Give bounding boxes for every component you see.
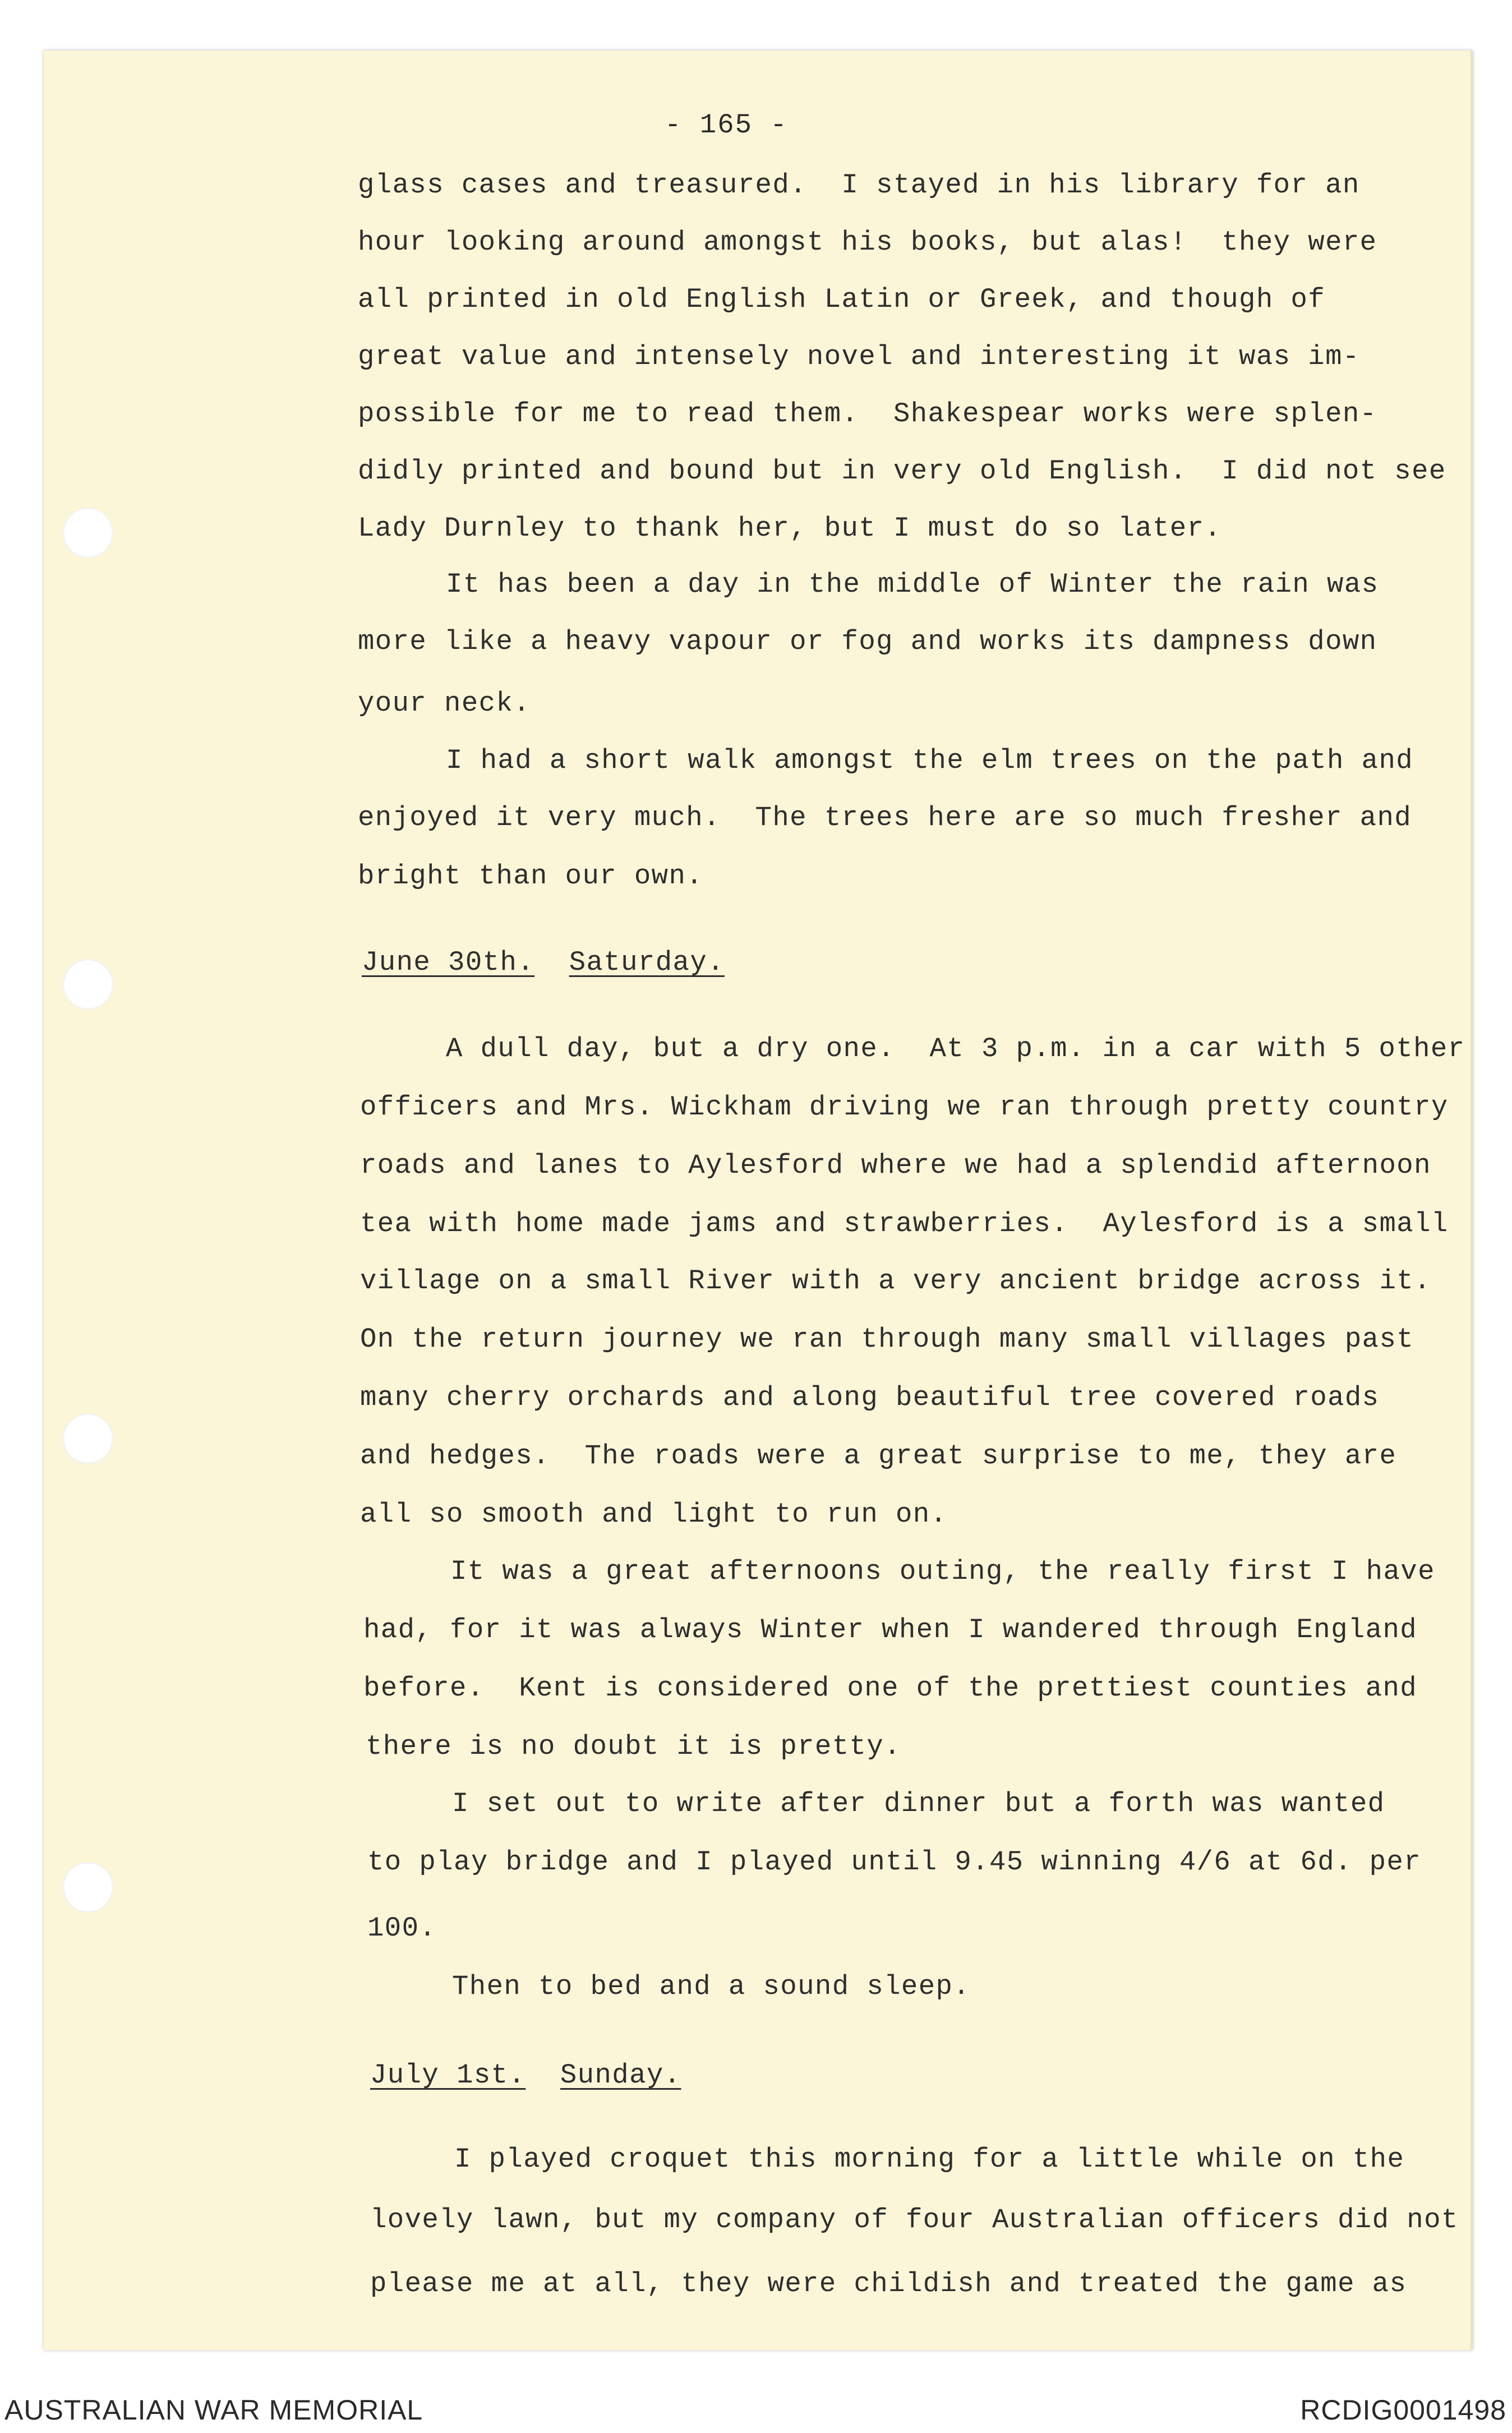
- text-line: I played croquet this morning for a little while on the: [454, 2144, 1405, 2175]
- text-line: I had a short walk amongst the elm trees on the path and: [446, 745, 1414, 776]
- entry-day: Saturday.: [569, 947, 725, 978]
- text-line: Lady Durnley to thank her, but I must do so later.: [358, 513, 1222, 544]
- text-line: more like a heavy vapour or fog and works its dampness down: [358, 626, 1377, 657]
- text-line: please me at all, they were childish and treated the game as: [370, 2268, 1407, 2300]
- punch-hole: [63, 959, 113, 1010]
- text-line: 100.: [367, 1913, 437, 1944]
- text-line: officers and Mrs. Wickham driving we ran through pretty country: [360, 1091, 1449, 1123]
- text-line: village on a small River with a very ancient bridge across it.: [360, 1265, 1431, 1297]
- text-line: I set out to write after dinner but a forth was wanted: [452, 1788, 1385, 1819]
- text-line: It was a great afternoons outing, the really first I have: [450, 1556, 1435, 1587]
- text-line: to play bridge and I played until 9.45 winning 4/6 at 6d. per: [367, 1846, 1422, 1878]
- text-line: before. Kent is considered one of the prettiest counties and: [363, 1672, 1418, 1704]
- text-line: tea with home made jams and strawberries. Aylesford is a small: [360, 1208, 1449, 1239]
- text-line: glass cases and treasured. I stayed in his library for an: [358, 169, 1360, 201]
- text-line: possible for me to read them. Shakespear works were splen-: [358, 398, 1377, 430]
- text-line: many cherry orchards and along beautiful tree covered roads: [360, 1382, 1380, 1413]
- entry-date-heading: [370, 2059, 681, 2091]
- text-line: there is no doubt it is pretty.: [366, 1731, 901, 1762]
- page-number: - 165 -: [665, 109, 788, 141]
- entry-date: July 1st.: [370, 2059, 526, 2091]
- text-line: and hedges. The roads were a great surprise to me, they are: [360, 1440, 1397, 1472]
- footer-archive-name: AUSTRALIAN WAR MEMORIAL: [4, 2394, 423, 2426]
- text-line: It has been a day in the middle of Winter the rain was: [446, 569, 1379, 600]
- text-line: bright than our own.: [358, 860, 704, 892]
- text-line: had, for it was always Winter when I wandered through England: [363, 1614, 1418, 1646]
- text-line: hour looking around amongst his books, but alas! they were: [358, 227, 1377, 258]
- entry-day: Sunday.: [560, 2059, 681, 2091]
- text-line: On the return journey we ran through many small villages past: [360, 1324, 1414, 1355]
- document-page: [44, 50, 1473, 2350]
- text-line: all printed in old English Latin or Greek, and though of: [358, 284, 1326, 315]
- punch-hole: [63, 1862, 113, 1913]
- text-line: A dull day, but a dry one. At 3 p.m. in a car with 5 other: [446, 1033, 1465, 1065]
- text-line: enjoyed it very much. The trees here are so much fresher and: [358, 802, 1412, 833]
- entry-date: June 30th.: [362, 947, 535, 978]
- text-line: Then to bed and a sound sleep.: [452, 1971, 971, 2002]
- text-line: didly printed and bound but in very old English. I did not see: [358, 455, 1446, 487]
- footer-record-id: RCDIG0001498: [1300, 2394, 1506, 2426]
- text-line: lovely lawn, but my company of four Australian officers did not: [370, 2204, 1459, 2236]
- entry-date-heading: [362, 947, 725, 978]
- text-line: great value and intensely novel and interesting it was im-: [358, 341, 1360, 372]
- text-line: all so smooth and light to run on.: [360, 1499, 948, 1530]
- punch-hole: [63, 508, 113, 558]
- text-line: your neck.: [358, 688, 531, 719]
- text-line: roads and lanes to Aylesford where we had a splendid afternoon: [360, 1150, 1431, 1181]
- punch-hole: [63, 1413, 113, 1464]
